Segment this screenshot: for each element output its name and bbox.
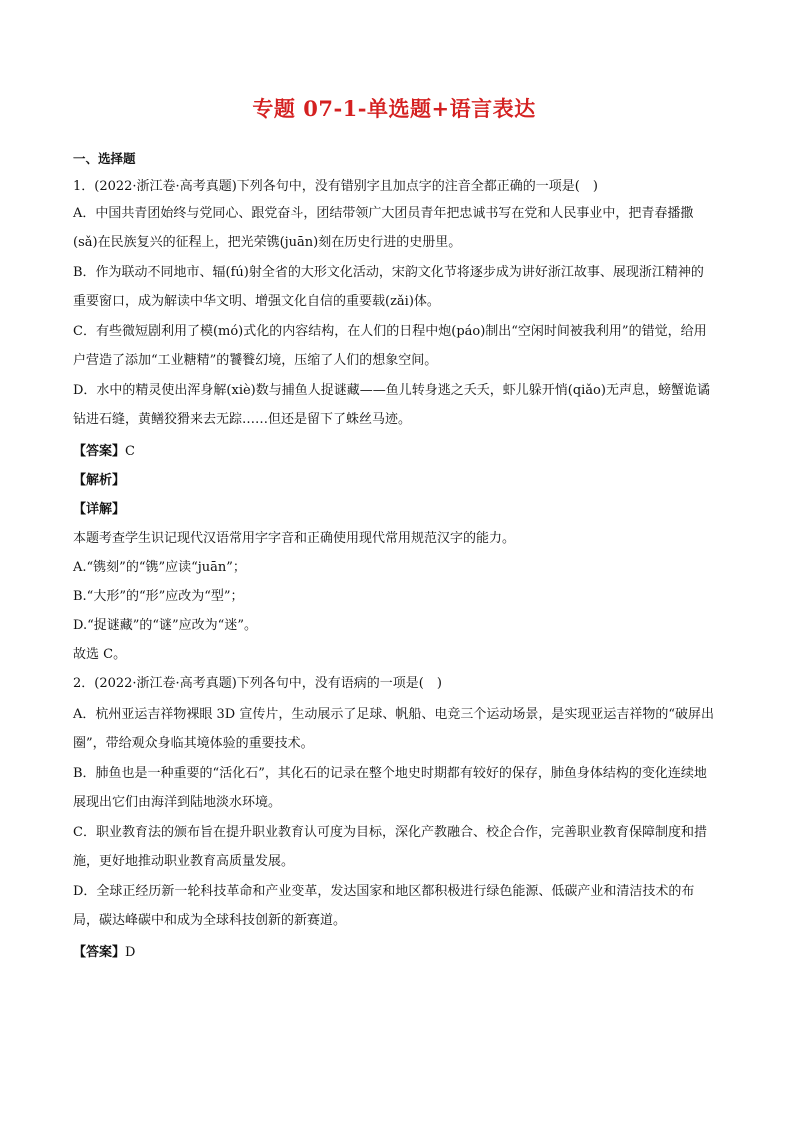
question-1-detail-line: A.“镌刻”的“镌”应读“juān”；	[73, 560, 246, 575]
question-1-detail-line: 故选 C。	[73, 647, 127, 662]
question-2-answer	[73, 941, 715, 964]
question-2-option-d: D．全球正经历新一轮科技革命和产业变革，发达国家和地区都积极进行绿色能源、低碳产业和清洁技术的布局，碳达峰碳中和成为全球科技创新的新赛道。	[73, 884, 695, 928]
question-1-detail-line: B.“大形”的“形”应改为“型”；	[73, 589, 244, 604]
question-2-option-a: A．杭州亚运吉祥物裸眼 3D 宣传片，生动展示了足球、帆船、电竞三个运动场景，是实现亚运吉祥物的“破屏出圈”，带给观众身临其境体验的重要技术。	[73, 707, 714, 751]
question-1-stem: 1．(2022·浙江卷·高考真题)下列各句中，没有错别字且加点字的注音全都正确的一项是( )	[73, 179, 598, 194]
question-1-answer	[73, 440, 715, 463]
detail-label: 【详解】	[73, 502, 126, 517]
question-1-option-d: D．水中的精灵使出浑身解(xiè)数与捕鱼人捉谜藏——鱼儿转身逃之夭夭，虾儿躲开悄(qiǎo)无声息，螃蟹诡谲钻进石缝，黄鳝狡猾来去无踪……但还是留下了蛛丝马迹。	[73, 383, 710, 427]
answer-label: 【答案】	[73, 945, 126, 960]
question-1-option-c: C．有些微短剧利用了模(mó)式化的内容结构，在人们的日程中炮(páo)制出“空闲时间被我利用”的错觉，给用户营造了添加“工业糖精”的饕餮幻境，压缩了人们的想象空间。	[73, 324, 707, 368]
question-1-option-a: A．中国共青团始终与党同心、跟党奋斗，团结带领广大团员青年把忠诚书写在党和人民事业中，把青春播撒(sǎ)在民族复兴的征程上，把光荣镌(juān)刻在历史行进的史册里。	[73, 206, 694, 250]
question-1-detail-line: 本题考查学生识记现代汉语常用字字音和正确使用现代常用规范汉字的能力。	[73, 531, 516, 546]
answer-value: C	[125, 444, 135, 459]
question-1-detail-label	[73, 498, 715, 521]
question-2-option-c: C．职业教育法的颁布旨在提升职业教育认可度为目标，深化产教融合、校企合作，完善职业教育保障制度和措施，更好地推动职业教育高质量发展。	[73, 825, 707, 869]
question-1-option-b: B．作为联动不同地市、辐(fú)射全省的大形文化活动，宋韵文化节将逐步成为讲好浙江故事、展现浙江精神的重要窗口，成为解读中华文明、增强文化自信的重要载(zǎi)体。	[73, 265, 704, 309]
analysis-label: 【解析】	[73, 473, 126, 488]
question-2-stem: 2．(2022·浙江卷·高考真题)下列各句中，没有语病的一项是( )	[73, 676, 442, 691]
page-title: 专题 07-1-单选题+语言表达	[252, 96, 536, 121]
question-1-analysis-label	[73, 469, 715, 492]
question-1-detail-line: D.“捉谜藏”的“谜”应改为“迷”。	[73, 618, 257, 633]
answer-label: 【答案】	[73, 444, 126, 459]
answer-value: D	[125, 945, 136, 960]
section-heading: 一、选择题	[73, 151, 136, 166]
question-2-option-b: B．肺鱼也是一种重要的“活化石”，其化石的记录在整个地史时期都有较好的保存，肺鱼身体结构的变化连续地展现出它们由海洋到陆地淡水环境。	[73, 766, 707, 810]
